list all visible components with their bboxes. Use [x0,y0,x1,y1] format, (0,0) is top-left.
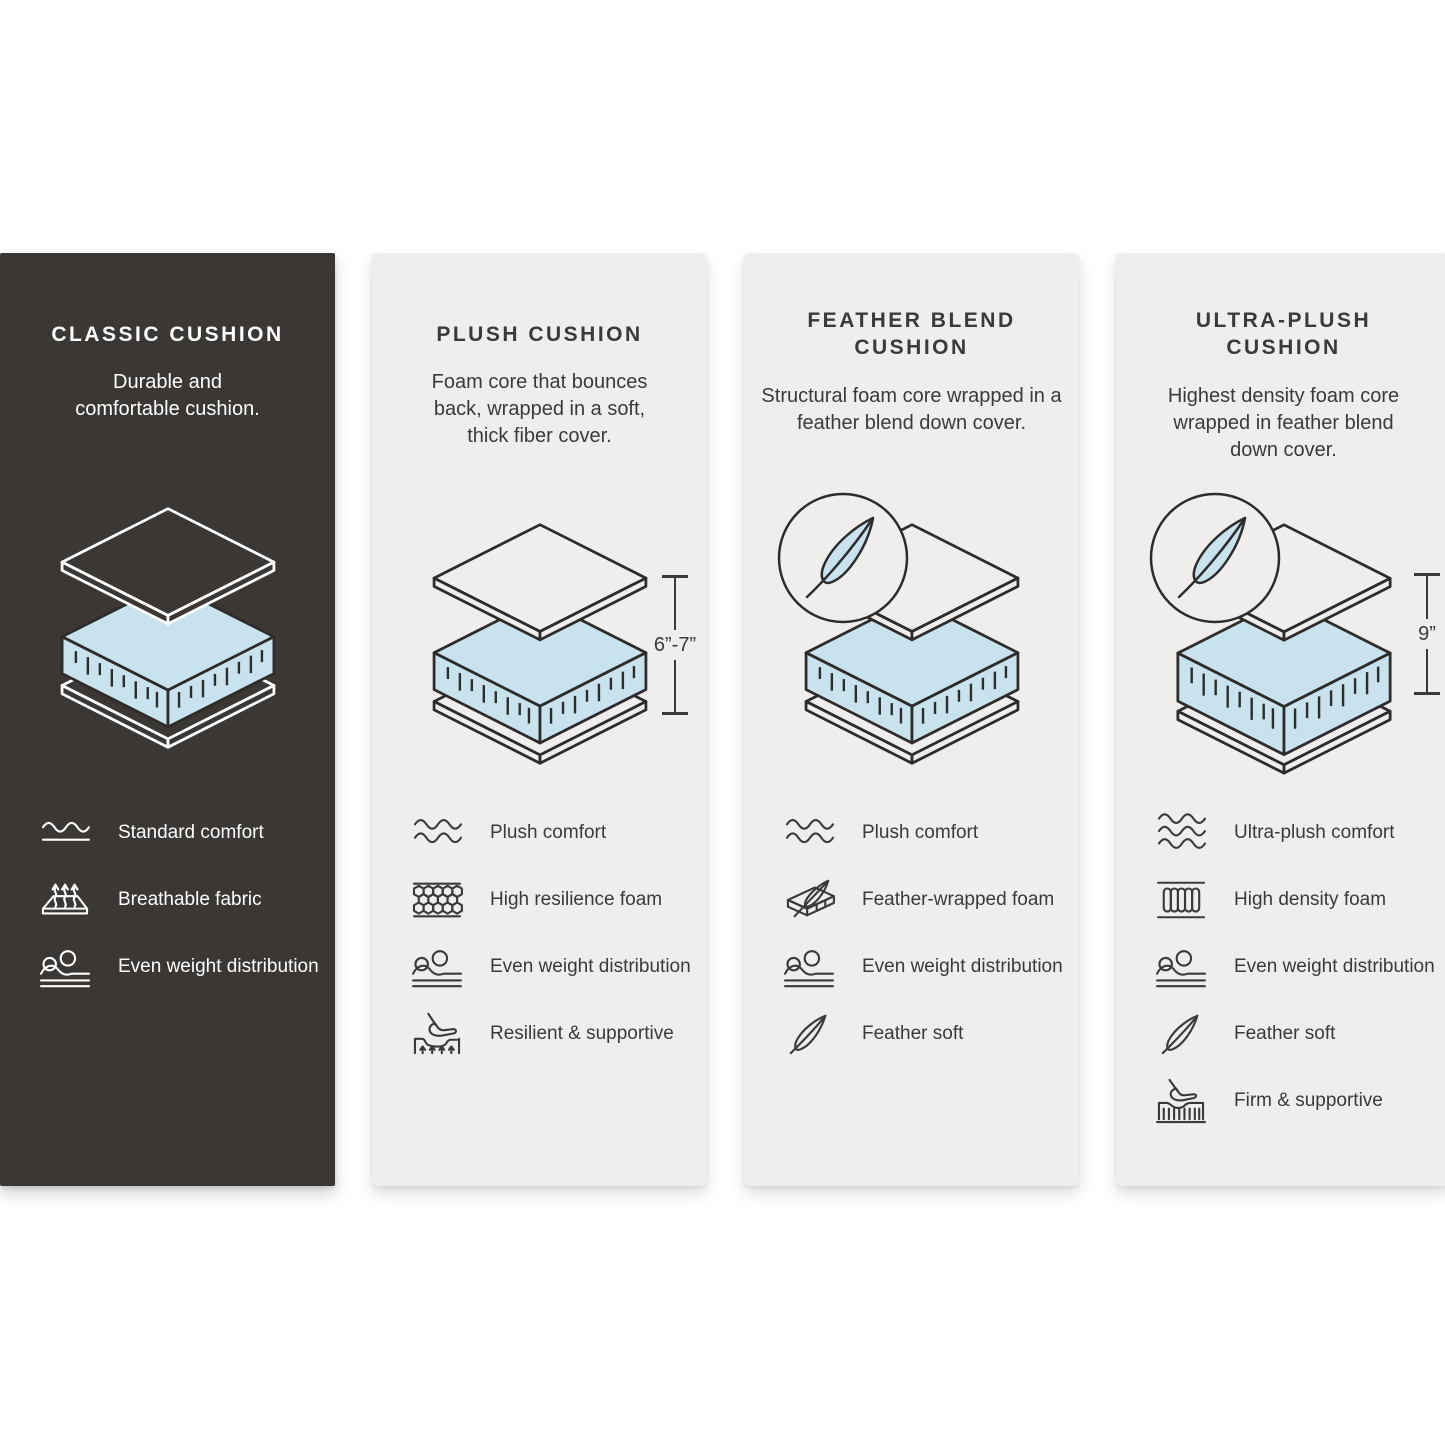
feature-label: Feather soft [862,1023,964,1044]
reclining-person-support-icon [408,1011,466,1057]
panel-title: CLASSIC CUSHION [51,322,284,346]
feature-label: Firm & supportive [1234,1090,1383,1111]
feature-list [36,809,329,1010]
feature-row [36,809,329,857]
panel-title: PLUSH CUSHION [436,322,643,346]
measurement-cap [1414,692,1440,695]
feature-row [408,809,701,857]
feature-row [408,1010,701,1058]
cushion-layers-diagram [48,505,288,750]
height-measurement [655,575,695,715]
feature-list [408,809,701,1077]
breathable-fabric-icon [36,877,94,923]
feature-label: Standard comfort [118,822,264,843]
feature-row [780,876,1073,924]
weight-distribution-icon [780,944,838,990]
panel-ultra-plush-cushion [1116,253,1445,1186]
weight-distribution-icon [408,944,466,990]
feature-row [1152,1077,1445,1125]
feature-row [780,1010,1073,1058]
double-wave-comfort-icon [780,810,838,856]
feature-label: Ultra-plush comfort [1234,822,1395,843]
feather-wrapped-foam-icon [780,877,838,923]
feature-label: Plush comfort [490,822,607,843]
feature-label: Even weight distribution [1234,956,1435,977]
height-measurement [1407,573,1445,695]
feather-icon [780,1011,838,1057]
cushion-layers-diagram [420,521,660,766]
feather-badge [776,491,910,625]
panel-title: ULTRA-PLUSH CUSHION [1195,309,1372,359]
density-foam-cells-icon [1152,877,1210,923]
double-wave-comfort-icon [408,810,466,856]
feature-label: Feather-wrapped foam [862,889,1055,910]
measurement-line [674,578,677,630]
feature-row [1152,1010,1445,1058]
panel-feather-blend-cushion [744,253,1079,1186]
cushion-layers-illustration [48,505,288,750]
feature-row [36,876,329,924]
feature-row [1152,943,1445,991]
feature-label: Breathable fabric [118,889,262,910]
panel-plush-cushion [372,253,707,1186]
height-measurement-label: 9” [1418,623,1436,645]
feature-row [780,809,1073,857]
feature-label: Feather soft [1234,1023,1336,1044]
coil-mattress-person-icon [1152,1078,1210,1124]
measurement-line [1426,649,1429,692]
cushion-layers-diagram [1164,521,1404,776]
feature-label: Plush comfort [862,822,979,843]
panel-description: Durable and comfortable cushion. [75,371,260,420]
measurement-line [674,660,677,712]
feature-label: Even weight distribution [490,956,691,977]
feature-label: Resilient & supportive [490,1023,674,1044]
feature-row [1152,809,1445,857]
panel-description: Highest density foam core wrapped in feather blend down cover. [1167,385,1400,461]
feature-list [780,809,1073,1077]
weight-distribution-icon [36,944,94,990]
feather-badge [1148,491,1282,625]
feature-label: Even weight distribution [862,956,1063,977]
panel-title: FEATHER BLEND CUSHION [807,309,1016,359]
cushion-layers-illustration [420,521,660,766]
panel-description: Foam core that bounces back, wrapped in a soft, thick fiber cover. [431,371,648,447]
measurement-line [1426,576,1429,619]
cushion-layers-diagram [792,521,1032,766]
feature-row [780,943,1073,991]
feather-icon [1152,1011,1210,1057]
wave-comfort-icon [36,810,94,856]
weight-distribution-icon [1152,944,1210,990]
feature-label: Even weight distribution [118,956,319,977]
feature-row [408,943,701,991]
panel-row [0,253,1445,1186]
panel-classic-cushion [0,253,335,1186]
feature-row [1152,876,1445,924]
panel-description: Structural foam core wrapped in a feather blend down cover. [761,385,1062,434]
height-measurement-label: 6”-7” [653,634,697,656]
feature-row [408,876,701,924]
feature-label: High resilience foam [490,889,663,910]
feature-label: High density foam [1234,889,1387,910]
measurement-cap [662,712,688,715]
feature-list [1152,809,1445,1144]
feature-row [36,943,329,991]
triple-wave-comfort-icon [1152,810,1210,856]
honeycomb-foam-icon [408,877,466,923]
